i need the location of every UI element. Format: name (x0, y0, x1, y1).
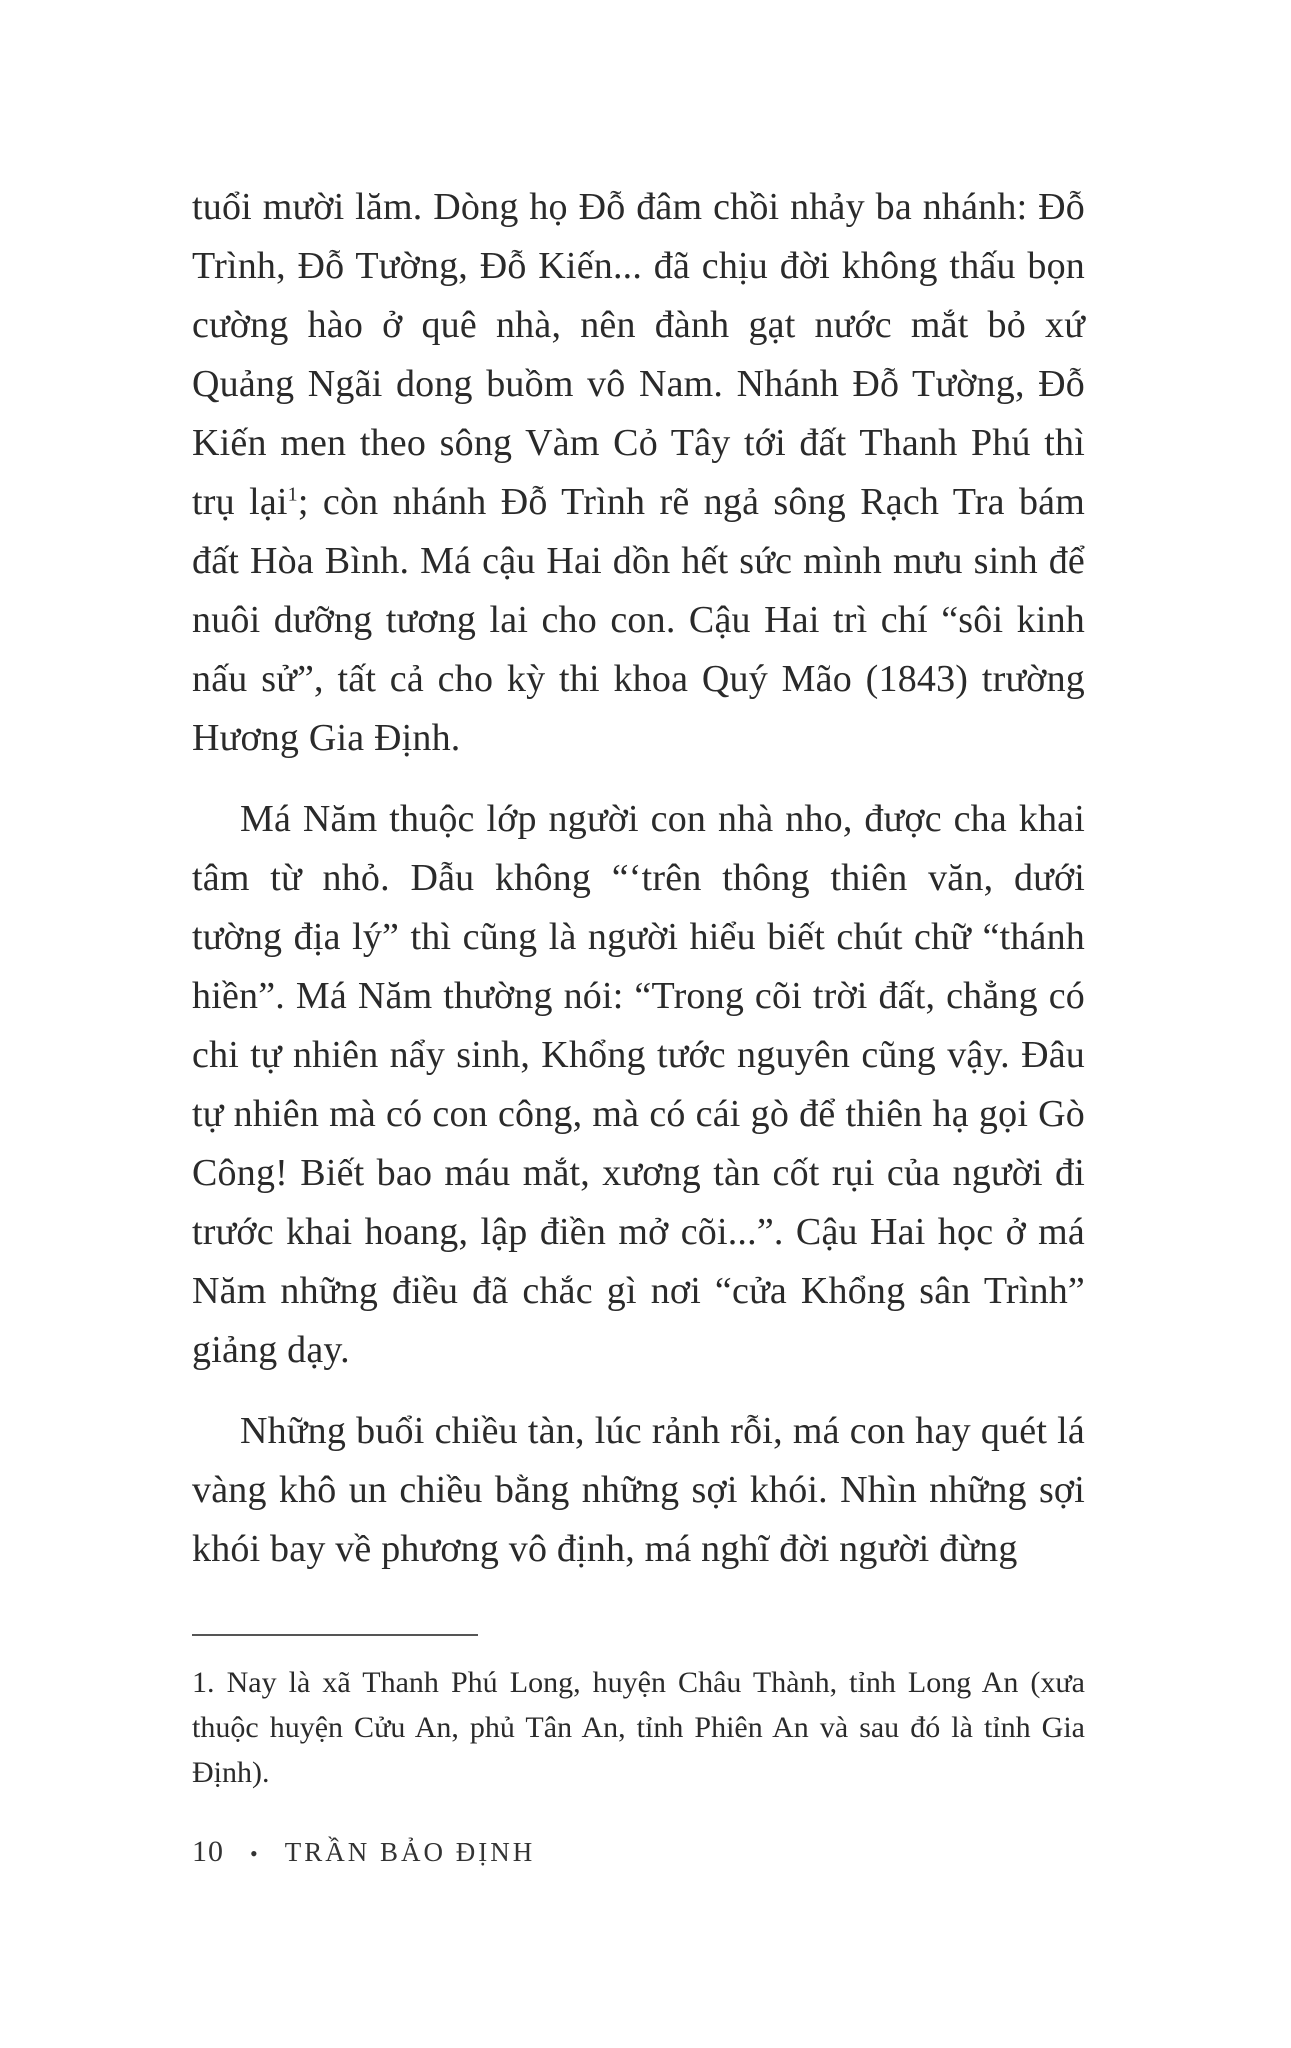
author-name: TRẦN BẢO ĐỊNH (284, 1837, 536, 1867)
footnote-divider (192, 1634, 478, 1636)
footnote: 1. Nay là xã Thanh Phú Long, huyện Châu Thành, tỉnh Long An (xưa thuộc huyện Cửu An, phủ Tân An, tỉnh Phiên An và sau đó là tỉnh Gia Định). (192, 1666, 1085, 1789)
page-number: 10 (192, 1835, 224, 1868)
footer-separator: • (250, 1841, 259, 1867)
footnote-reference[interactable]: 1 (287, 483, 298, 506)
paragraph-3: Những buổi chiều tàn, lúc rảnh rỗi, má con hay quét lá vàng khô un chiều bằng những sợi khói. Nhìn những sợi khói bay về phương vô định, má nghĩ đời người đừng (192, 1410, 1085, 1570)
page-body (192, 178, 1085, 1579)
paragraph-1 (192, 178, 1085, 768)
paragraph-2: Má Năm thuộc lớp người con nhà nho, được cha khai tâm từ nhỏ. Dẫu không “‘trên thông thiên văn, dưới tường địa lý” thì cũng là người hiểu biết chút chữ “thánh hiền”. Má Năm thường nói: “Trong cõi trời đất, chẳng có chi tự nhiên nẩy sinh, Khổng tước nguyên cũng vậy. Đâu tự nhiên mà có con công, mà có cái gò để thiên hạ gọi Gò Công! Biết bao máu mắt, xương tàn cốt rụi của người đi trước khai hoang, lập điền mở cõi...”. Cậu Hai học ở má Năm những điều đã chắc gì nơi “cửa Khổng sân Trình” giảng dạy. (192, 798, 1085, 1371)
paragraph-1-text-b: ; còn nhánh Đỗ Trình rẽ ngả sông Rạch Tra bám đất Hòa Bình. Má cậu Hai dồn hết sức mình mưu sinh để nuôi dưỡng tương lai cho con. Cậu Hai trì chí “sôi kinh nấu sử”, tất cả cho kỳ thi khoa Quý Mão (1843) trường Hương Gia Định. (192, 481, 1085, 759)
running-footer (192, 1835, 535, 1869)
paragraph-1-text-a: tuổi mười lăm. Dòng họ Đỗ đâm chồi nhảy ba nhánh: Đỗ Trình, Đỗ Tường, Đỗ Kiến... đã chịu đời không thấu bọn cường hào ở quê nhà, nên đành gạt nước mắt bỏ xứ Quảng Ngãi dong buồm vô Nam. Nhánh Đỗ Tường, Đỗ Kiến men theo sông Vàm Cỏ Tây tới đất Thanh Phú thì trụ lại (192, 186, 1085, 523)
